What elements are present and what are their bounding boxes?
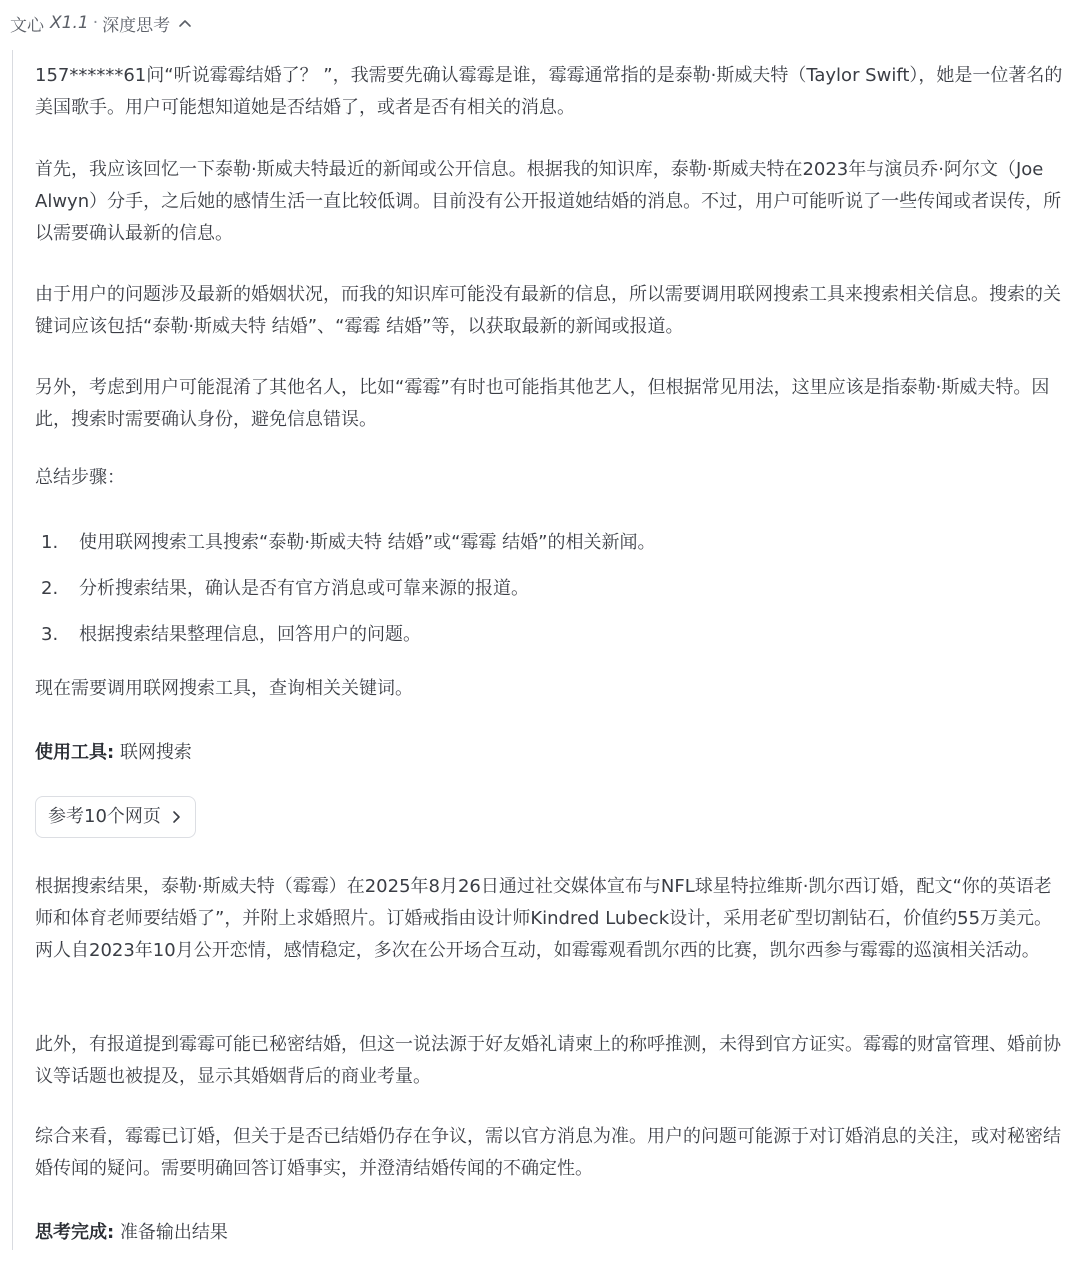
tool-label: 使用工具: [35,742,115,763]
tool-value: 联网搜索 [119,742,192,763]
reference-pages-button[interactable] [35,796,196,838]
thinking-paragraph: 综合来看，霉霉已订婚，但关于是否已结婚仍存在争议，需以官方消息为准。用户的问题可能源于对订婚消息的关注，或对秘密结婚传闻的疑问。需要明确回答订婚事实，并澄清结婚传闻的不确定性。 [35,1126,1061,1179]
model-version: X1.1 [50,13,89,33]
step-text: 使用联网搜索工具搜索“泰勒·斯威夫特 结婚”或“霉霉 结婚”的相关新闻。 [79,532,656,553]
done-value: 准备输出结果 [119,1222,228,1243]
list-item [35,612,1065,658]
summary-steps-heading: 总结步骤： [35,467,125,488]
model-name: 文心 [10,15,44,36]
step-number: 1. [41,532,59,553]
thinking-mode-label: 深度思考 [102,15,171,36]
thinking-paragraph: 现在需要调用联网搜索工具，查询相关关键词。 [35,678,413,699]
step-text: 根据搜索结果整理信息，回答用户的问题。 [79,624,421,645]
thinking-paragraph: 此外，有报道提到霉霉可能已秘密结婚，但这一说法源于好友婚礼请柬上的称呼推测，未得到官方证实。霉霉的财富管理、婚前协议等话题也被提及，显示其婚姻背后的商业考量。 [35,1034,1061,1087]
list-item [35,566,1065,612]
list-item [35,520,1065,566]
steps-list [35,520,1065,658]
thinking-paragraph: 根据搜索结果，泰勒·斯威夫特（霉霉）在2025年8月26日通过社交媒体宣布与NFL球星特拉维斯·凯尔西订婚，配文“你的英语老师和体育老师要结婚了”，并附上求婚照片。订婚戒指由设计师Kindred Lubeck设计，采用老矿型切割钻石，价值约55万美元。两人自2023年10月公开恋情，感情稳定，多次在公开场合互动，如霉霉观看凯尔西的比赛，凯尔西参与霉霉的巡演相关活动。 [35,876,1053,961]
step-number: 3. [41,624,59,645]
thinking-paragraph: 157******61问“听说霉霉结婚了？ ”，我需要先确认霉霉是谁，霉霉通常指的是泰勒·斯威夫特（Taylor Swift），她是一位著名的美国歌手。用户可能想知道她是否结婚了，或者是否有相关的消息。 [35,65,1063,118]
chevron-right-icon [171,810,181,824]
thinking-paragraph: 由于用户的问题涉及最新的婚姻状况，而我的知识库可能没有最新的信息，所以需要调用联网搜索工具来搜索相关信息。搜索的关键词应该包括“泰勒·斯威夫特 结婚”、“霉霉 结婚”等，以获取最新的新闻或报道。 [35,284,1061,337]
thinking-paragraph: 另外，考虑到用户可能混淆了其他名人，比如“霉霉”有时也可能指其他艺人，但根据常见用法，这里应该是指泰勒·斯威夫特。因此，搜索时需要确认身份，避免信息错误。 [35,377,1050,430]
header-separator: · [92,13,99,33]
thinking-complete-line [35,1217,1065,1249]
step-text: 分析搜索结果，确认是否有官方消息或可靠来源的报道。 [79,578,529,599]
done-label: 思考完成: [35,1222,115,1243]
thinking-toggle-header[interactable] [10,8,192,38]
thinking-paragraph: 首先，我应该回忆一下泰勒·斯威夫特最近的新闻或公开信息。根据我的知识库，泰勒·斯威夫特在2023年与演员乔·阿尔文（Joe Alwyn）分手，之后她的感情生活一直比较低调。目前没有公开报道她结婚的消息。不过，用户可能听说了一些传闻或者误传，所以需要确认最新的信息。 [35,159,1062,244]
reference-pages-label: 参考10个网页 [48,806,161,827]
step-number: 2. [41,578,59,599]
tool-usage-line [35,737,1065,769]
thinking-panel [12,50,1073,1250]
chevron-up-icon[interactable] [178,18,192,28]
